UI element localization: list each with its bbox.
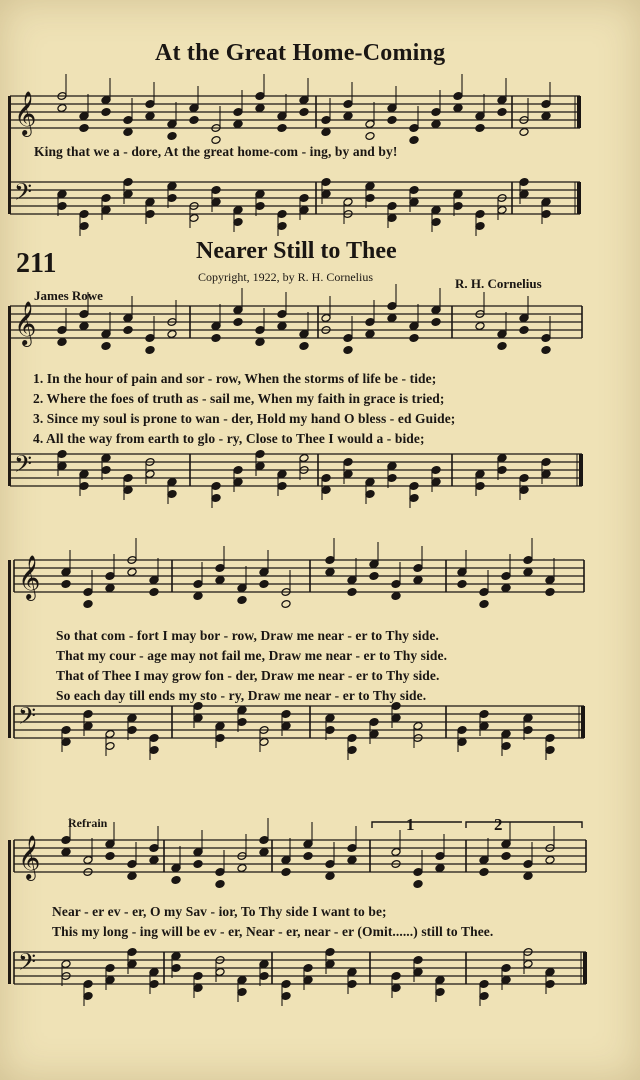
note-head [541, 112, 551, 121]
bass-clef-icon: 𝄢 [14, 450, 33, 483]
second-ending-number: 2 [494, 815, 503, 834]
verse-3-line-1: 3. Since my soul is prone to wan - der, Hold my hand O bless - ed Guide; [33, 411, 456, 426]
refrain-label: Refrain [68, 816, 108, 830]
note-head [387, 314, 397, 323]
bass-clef-icon: 𝄢 [14, 178, 33, 211]
note-head [215, 576, 225, 585]
note-head [479, 600, 489, 609]
note-head [475, 124, 485, 133]
verse-4-line-2: So each day till ends my sto - ry, Draw me near - er to Thy side. [56, 688, 427, 703]
system-brace [8, 306, 11, 486]
note-head [237, 596, 247, 605]
note-head [211, 334, 221, 343]
note-head [277, 124, 287, 133]
note-head [61, 580, 71, 589]
note-head [325, 872, 335, 881]
note-head [61, 848, 71, 857]
note-head [193, 860, 203, 869]
note-head [127, 568, 137, 577]
lyricist-credit: James Rowe [34, 288, 103, 303]
note-head [479, 868, 489, 877]
final-bar [583, 952, 587, 984]
note-head [149, 856, 159, 865]
note-head [519, 128, 529, 137]
note-head [105, 852, 115, 861]
note-head [193, 592, 203, 601]
verse-3-line-2: That of Thee I may grow fon - der, Draw me near - er to Thy side. [56, 668, 440, 683]
final-bar [579, 454, 583, 486]
verse-4-line-1: 4. All the way from earth to glo - ry, Close to Thee I would a - bide; [33, 431, 425, 446]
note-head [347, 588, 357, 597]
verse-1-line-2: So that com - fort I may bor - row, Draw me near - er to Thy side. [56, 628, 439, 643]
second-ending-bracket [466, 822, 582, 828]
treble-clef-icon: 𝄞 [14, 91, 37, 135]
note-head [167, 330, 177, 339]
note-head [105, 584, 115, 593]
note-head [237, 864, 247, 873]
first-ending-bracket [372, 822, 462, 828]
note-head [453, 104, 463, 113]
note-head [79, 322, 89, 331]
treble-clef-icon: 𝄞 [14, 301, 37, 345]
note-head [321, 128, 331, 137]
note-head [259, 580, 269, 589]
note-head [145, 112, 155, 121]
note-head [431, 120, 441, 129]
note-head [101, 342, 111, 351]
bass-clef-icon: 𝄢 [18, 948, 37, 981]
hymn-number: 211 [16, 248, 57, 279]
note-head [233, 120, 243, 129]
note-head [431, 318, 441, 327]
note-head [123, 128, 133, 137]
note-head [149, 588, 159, 597]
note-head [215, 880, 225, 889]
note-head [501, 852, 511, 861]
hymn-title: Nearer Still to Thee [196, 238, 397, 264]
note-head [413, 576, 423, 585]
note-head [365, 132, 375, 141]
note-head [347, 856, 357, 865]
composer-credit: R. H. Cornelius [455, 276, 542, 291]
note-head [369, 572, 379, 581]
note-head [343, 346, 353, 355]
copyright-notice: Copyright, 1922, by R. H. Cornelius [198, 270, 374, 284]
note-head [57, 104, 67, 113]
note-head [501, 584, 511, 593]
note-head [343, 112, 353, 121]
refrain-line-1: Near - er ev - er, O my Sav - ior, To Thy side I want to be; [52, 904, 387, 919]
note-head [101, 108, 111, 117]
system-brace [8, 840, 11, 984]
note-head [189, 116, 199, 125]
note-head [409, 334, 419, 343]
verse-2-line-1: 2. Where the foes of truth as - sail me, When my faith in grace is tried; [33, 391, 445, 406]
note-head [299, 108, 309, 117]
note-head [123, 326, 133, 335]
note-head [413, 880, 423, 889]
note-head [255, 338, 265, 347]
note-head [435, 864, 445, 873]
top-hymn-title: At the Great Home-Coming [155, 40, 446, 66]
note-head [299, 342, 309, 351]
note-head [259, 848, 269, 857]
verse-1-line-1: 1. In the hour of pain and sor - row, When the storms of life be - tide; [33, 371, 437, 386]
treble-clef-icon: 𝄞 [18, 555, 41, 599]
note-head [233, 318, 243, 327]
note-head [519, 326, 529, 335]
note-head [391, 592, 401, 601]
note-head [541, 346, 551, 355]
bass-clef-icon: 𝄢 [18, 702, 37, 735]
treble-clef-icon: 𝄞 [18, 835, 41, 879]
note-head [145, 346, 155, 355]
note-head [545, 588, 555, 597]
note-head [281, 600, 291, 609]
final-bar [581, 706, 585, 738]
note-head [523, 568, 533, 577]
note-head [57, 338, 67, 347]
note-head [325, 568, 335, 577]
note-head [497, 342, 507, 351]
system-brace [8, 96, 11, 214]
note-head [497, 108, 507, 117]
note-head [171, 876, 181, 885]
note-head [167, 132, 177, 141]
first-ending-number: 1 [406, 815, 415, 834]
note-head [277, 322, 287, 331]
note-head [457, 580, 467, 589]
note-head [255, 104, 265, 113]
verse-2-line-2: That my cour - age may not fail me, Draw me near - er to Thy side. [56, 648, 448, 663]
note-head [83, 600, 93, 609]
note-head [303, 852, 313, 861]
note-head [475, 322, 485, 331]
note-head [79, 124, 89, 133]
top-hymn-lyric-line: King that we a - dore, At the great home-com - ing, by and by! [34, 144, 398, 159]
system-brace [8, 560, 11, 738]
note-head [365, 330, 375, 339]
note-head [281, 868, 291, 877]
note-head [387, 116, 397, 125]
note-head [409, 136, 419, 145]
note-head [523, 872, 533, 881]
refrain-line-2: This my long - ing will be ev - er, Near - er, near - er (Omit......) still to Thee. [52, 924, 494, 939]
final-bar [577, 96, 581, 128]
final-bar [577, 182, 581, 214]
note-head [545, 856, 555, 865]
note-head [127, 872, 137, 881]
